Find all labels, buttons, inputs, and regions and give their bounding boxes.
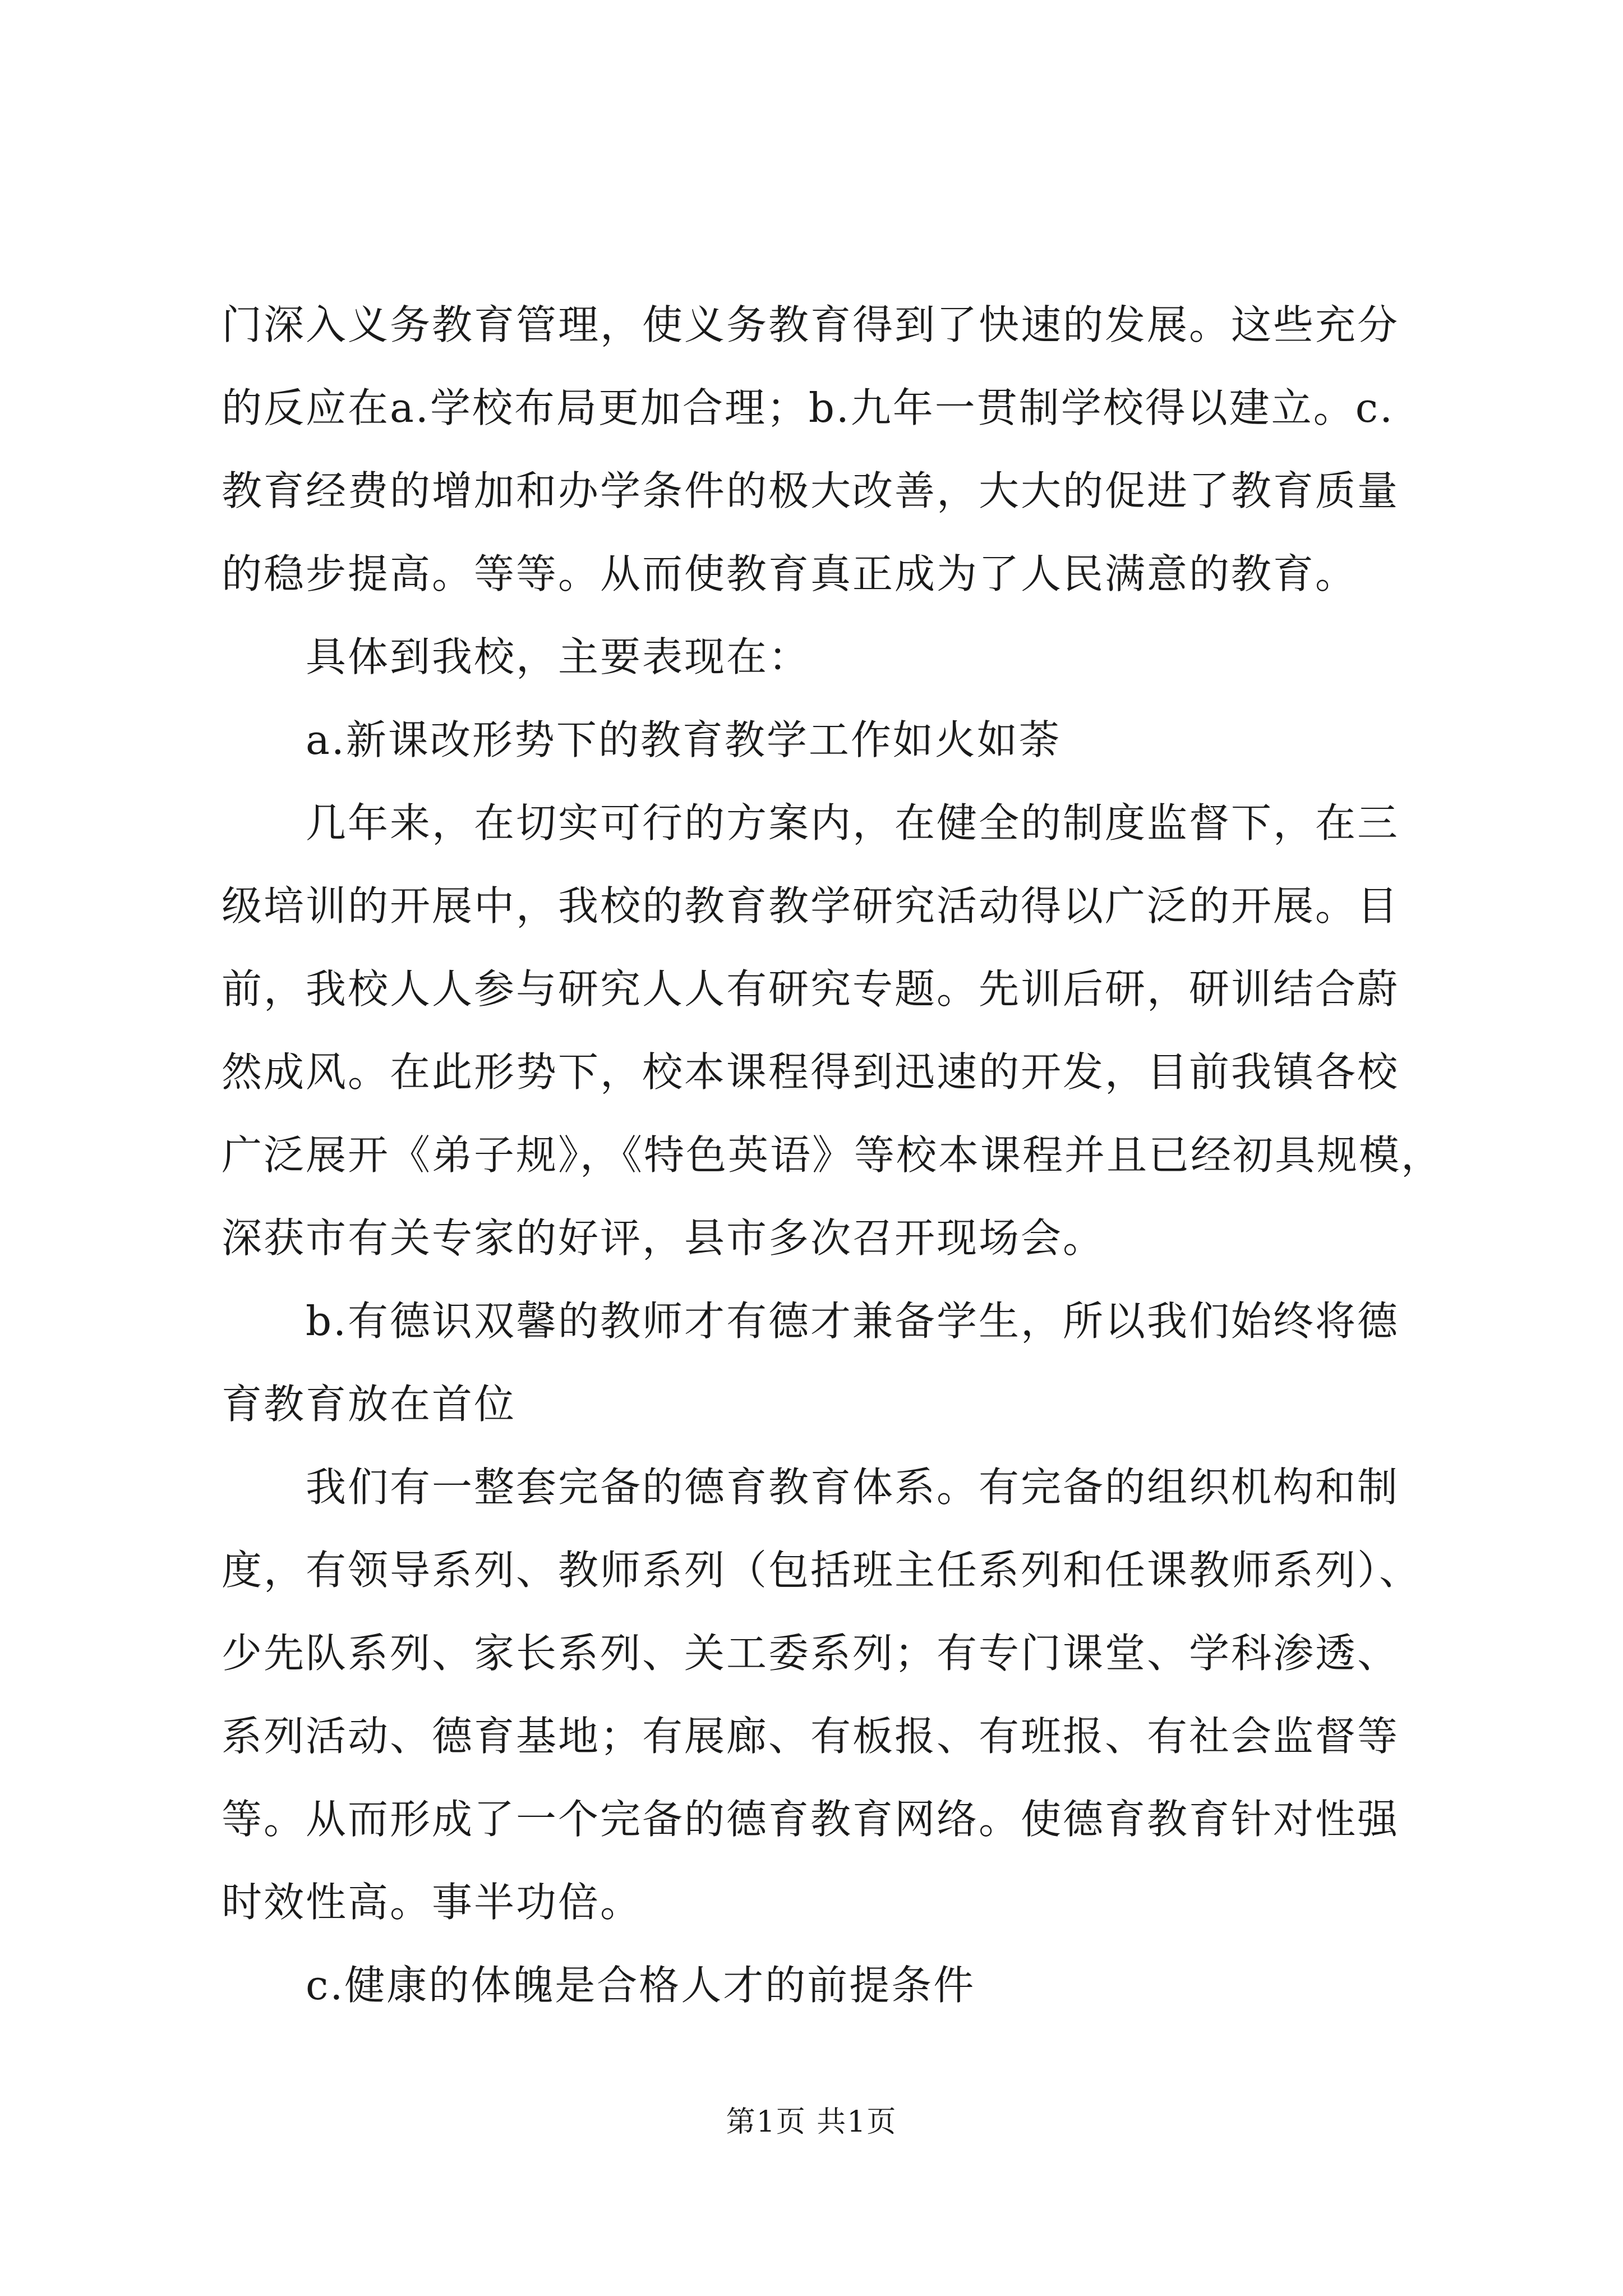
text-line-14: 育教育放在首位 [222,1381,517,1428]
page-number-label: 第1页 共1页 [726,2105,897,2139]
text-line-12: 深获市有关专家的好评，县市多次召开现场会。 [222,1214,1105,1262]
section-heading-a: a.新课改形势下的教育教学工作如火如荼 [306,716,1061,763]
section-heading-b: b.有德识双馨的教师才有德才兼备学生，所以我们始终将德 [306,1297,1399,1345]
text-line-1: 门深入义务教育管理，使义务教育得到了快速的发展。这些充分 [222,301,1400,348]
document-body [222,283,1444,2027]
text-line-2: 的反应在a.学校布局更加合理；b.九年一贯制学校得以建立。c. [222,384,1395,431]
text-line-18: 系列活动、德育基地；有展廊、有板报、有班报、有社会监督等 [222,1713,1400,1760]
text-line-19: 等。从而形成了一个完备的德育教育网络。使德育教育针对性强 [222,1796,1400,1843]
page-footer [0,2102,1623,2142]
text-line-3: 教育经费的增加和办学条件的极大改善，大大的促进了教育质量 [222,467,1400,514]
text-line-11: 广泛展开《弟子规》，《特色英语》等校本课程并且已经初具规模， [222,1131,1444,1179]
text-line-16: 度，有领导系列、教师系列（包括班主任系列和任课教师系列）、 [222,1547,1422,1594]
text-line-10: 然成风。在此形势下，校本课程得到迅速的开发，目前我镇各校 [222,1048,1400,1096]
text-line-17: 少先队系列、家长系列、关工委系列；有专门课堂、学科渗透、 [222,1630,1400,1677]
text-line-7: 几年来，在切实可行的方案内，在健全的制度监督下，在三 [306,799,1400,846]
section-heading-c: c.健康的体魄是合格人才的前提条件 [306,1962,976,2009]
text-line-4: 的稳步提高。等等。从而使教育真正成为了人民满意的教育。 [222,550,1358,597]
text-line-15: 我们有一整套完备的德育教育体系。有完备的组织机构和制 [306,1464,1400,1511]
text-line-8: 级培训的开展中，我校的教育教学研究活动得以广泛的开展。目 [222,882,1400,930]
text-line-20: 时效性高。事半功倍。 [222,1879,643,1926]
text-line-9: 前，我校人人参与研究人人有研究专题。先训后研，研训结合蔚 [222,965,1400,1013]
text-line-5: 具体到我校，主要表现在： [306,633,811,680]
